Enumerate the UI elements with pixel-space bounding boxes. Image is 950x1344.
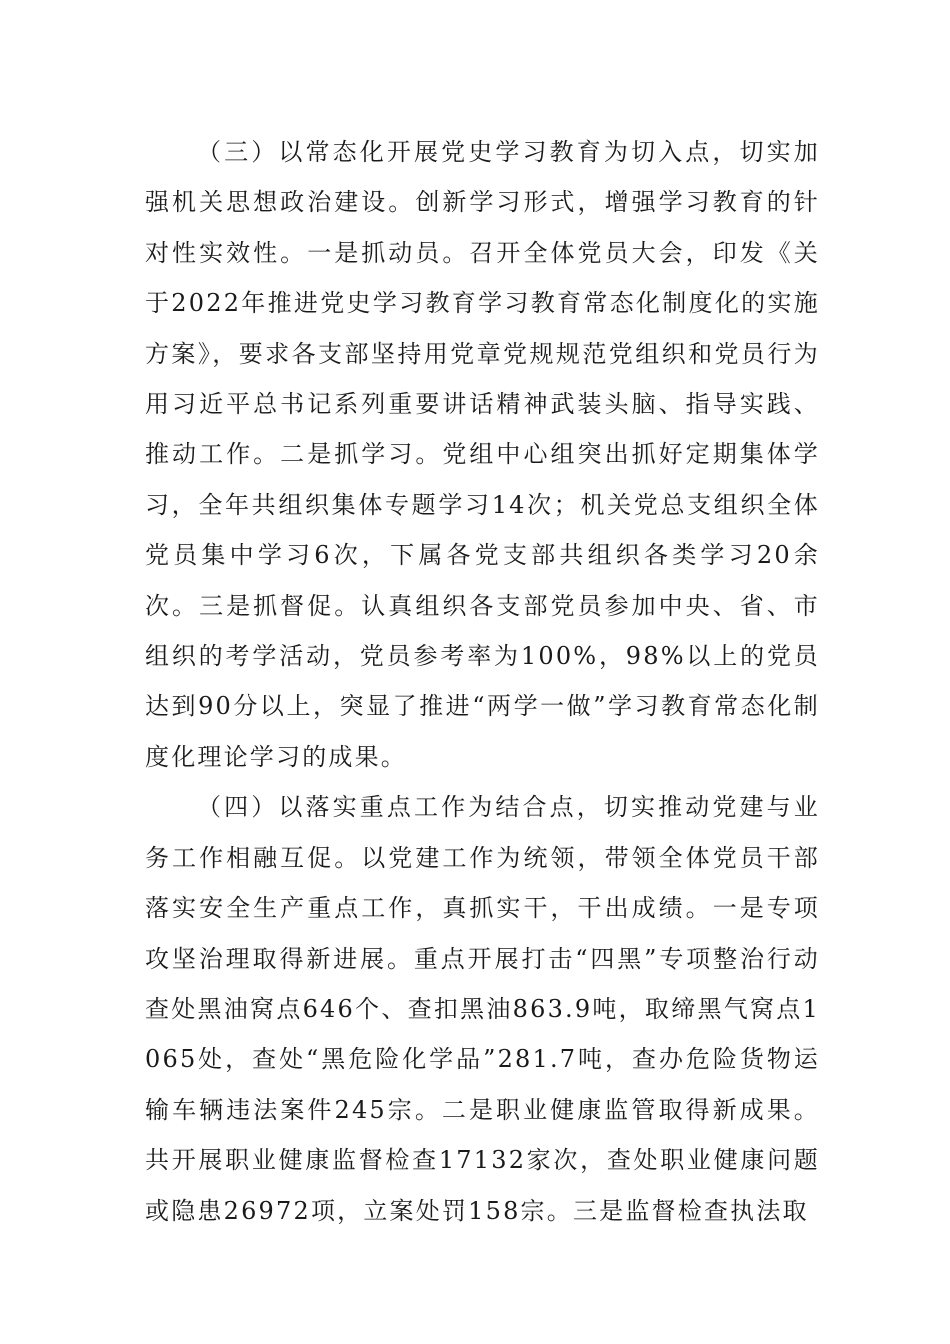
document-body bbox=[145, 127, 820, 1236]
paragraph-section-three: （三）以常态化开展党史学习教育为切入点，切实加强机关思想政治建设。创新学习形式，增强学习教育的针对性实效性。一是抓动员。召开全体党员大会，印发《关于2022年推进党史学习教育学习教育常态化制度化的实施方案》，要求各支部坚持用党章党规规范党组织和党员行为用习近平总书记系列重要讲话精神武装头脑、指导实践、推动工作。二是抓学习。党组中心组突出抓好定期集体学习，全年共组织集体专题学习14次；机关党总支组织全体党员集中学习6次，下属各党支部共组织各类学习20余次。三是抓督促。认真组织各支部党员参加中央、省、市组织的考学活动，党员参考率为100%，98%以上的党员达到90分以上，突显了推进“两学一做”学习教育常态化制度化理论学习的成果。 bbox=[145, 138, 820, 771]
paragraph-section-four: （四）以落实重点工作为结合点，切实推动党建与业务工作相融互促。以党建工作为统领，带领全体党员干部落实安全生产重点工作，真抓实干，干出成绩。一是专项攻坚治理取得新进展。重点开展打击“四黑”专项整治行动查处黑油窝点646个、查扣黑油863.9吨，取缔黑气窝点1065处，查处“黑危险化学品”281.7吨，查办危险货物运输车辆违法案件245宗。二是职业健康监管取得新成果。共开展职业健康监督检查17132家次，查处职业健康问题或隐患26972项，立案处罚158宗。三是监督检查执法取 bbox=[145, 793, 820, 1225]
